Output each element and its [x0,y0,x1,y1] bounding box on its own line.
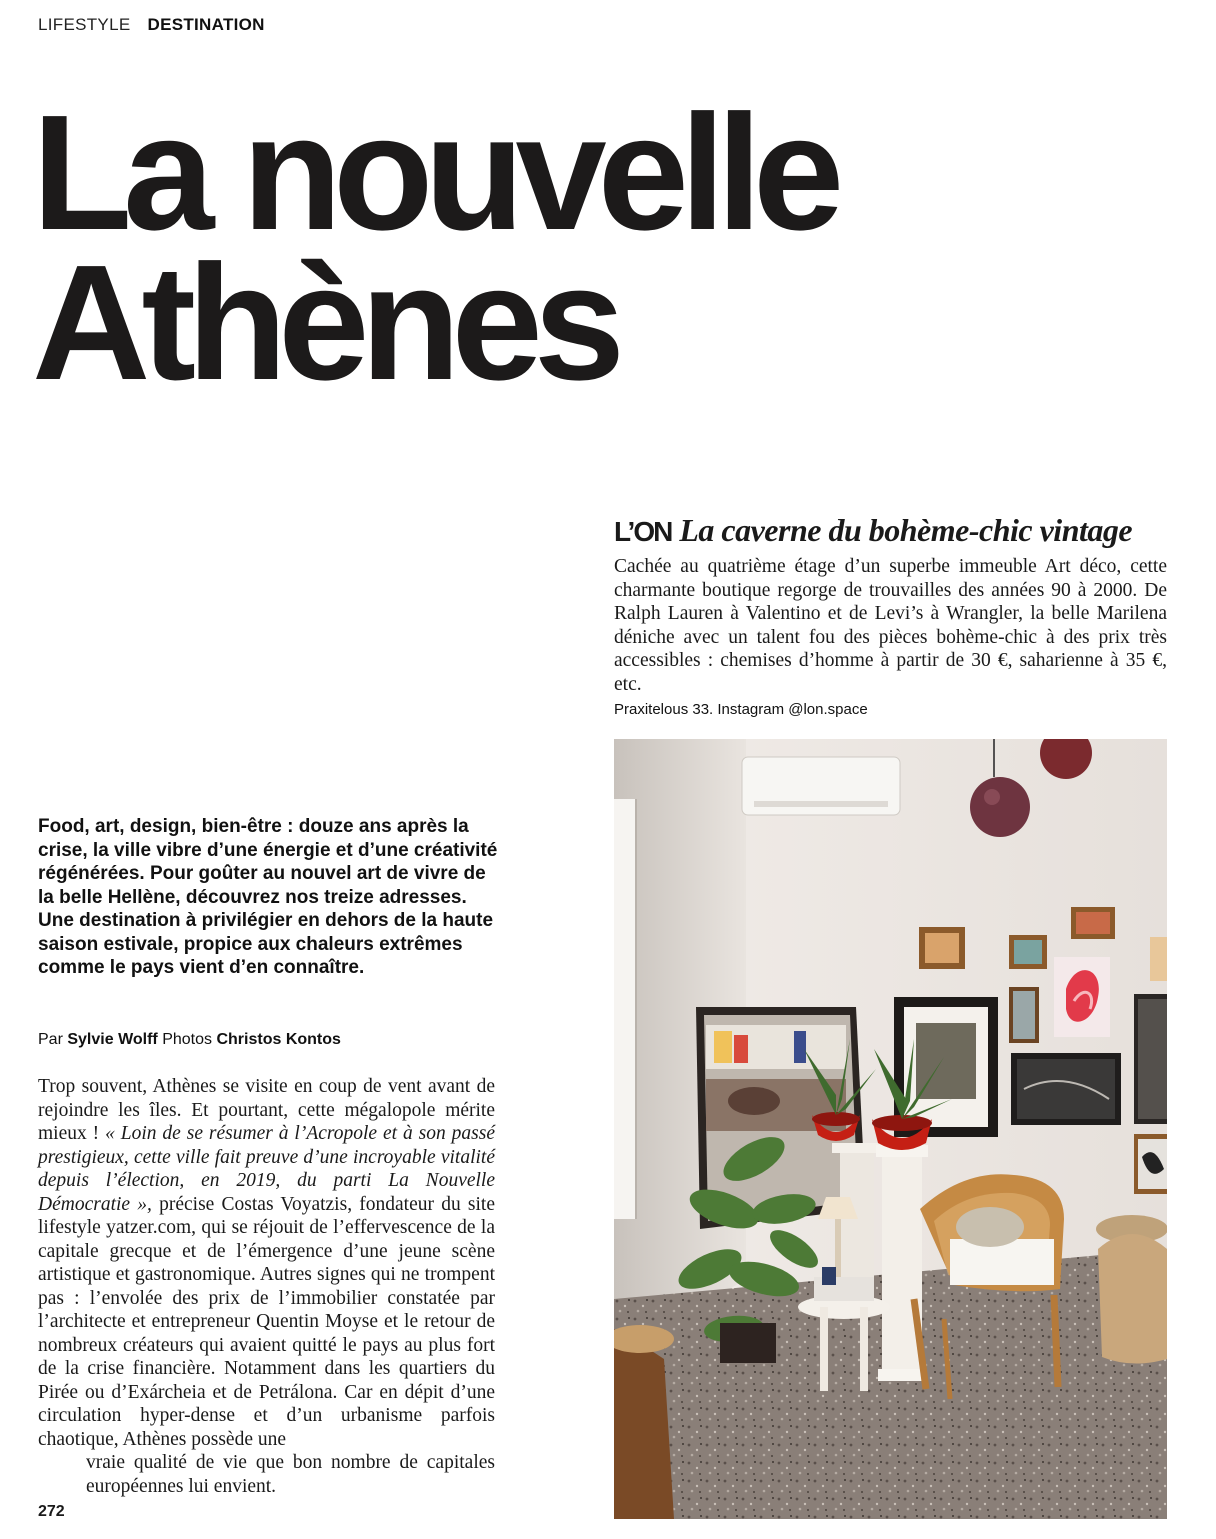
article-quote: « Loin de se résumer à l’Acropole et à son passé prestigieux, cette ville fait preuve d’une incroyable vitalité depuis l’élection, en 2019, du parti La Nouvelle Démocratie », [38,1123,495,1215]
photographer-name: Christos Kontos [216,1031,341,1048]
venue-description: Cachée au quatrième étage d’un superbe immeuble Art déco, cette charmante boutique regorge de trouvailles des années 90 à 2000. De Ralph Lauren à Valentino et de Levi’s à Wrangler, la belle Marilena déniche avec un talent fou des pièces bohème-chic à des prix très accessibles : chemises d’homme à partir de 30 €, saharienne à 35 €, etc. [614,556,1167,695]
section-breadcrumb [38,15,265,35]
byline-label: Par [38,1031,63,1048]
venue-tagline: La caverne du bohème-chic vintage [679,512,1133,548]
article-text-2: précise Costas Voyatzis, fondateur du site lifestyle yatzer.com, qui se réjouit de l’effervescence de la capitale grecque et de l’émergence d’une jeune scène artistique et gastronomique. Autres signes qui ne trompent pas : l’envolée des prix de l’immobilier constatée par l’architecte et entrepreneur Quentin Moyse et le retour de nombreux créateurs qui avaient quitté le pays au plus fort de la crise financière. Notamment dans les quartiers du Pirée ou d’Exárcheia et de Petrálona. Car en dépit d’une circulation hyper-dense et d’un urbanisme parfois chaotique, Athènes possède une [38,1193,495,1450]
byline [38,1031,341,1049]
title-line-1: La nouvelle [32,81,836,264]
venue-name: L’ON [614,516,672,547]
venue-heading [614,510,1132,552]
title-line-2: Athènes [32,231,617,414]
boutique-interior-photo [614,739,1167,1519]
article-text-3: vraie qualité de vie que bon nombre de capitales européennes lui envient. [86,1452,495,1497]
article-intro: Food, art, design, bien-être : douze ans après la crise, la ville vibre d’une énergie et d’une créativité régénérées. Pour goûter au nouvel art de vivre de la belle Hellène, découvrez nos treize adresses. Une destination à privilégier en dehors de la haute saison estivale, propice aux chaleurs extrêmes comme le pays vient d’en connaître. [38,816,498,978]
page-title [32,81,836,414]
photos-label: Photos [162,1031,213,1048]
author-name: Sylvie Wolff [67,1031,158,1048]
article-text-1: Trop souvent, Athènes se visite en coup de vent avant de rejoindre les îles. Et pourtant, cette mégalopole mérite mieux ! [38,1076,495,1144]
section-category: LIFESTYLE [38,15,131,34]
article-body [38,1075,495,1498]
venue-address: Praxitelous 33. Instagram @lon.space [614,701,868,718]
section-subcategory: DESTINATION [147,15,265,34]
page-number: 272 [38,1503,65,1520]
